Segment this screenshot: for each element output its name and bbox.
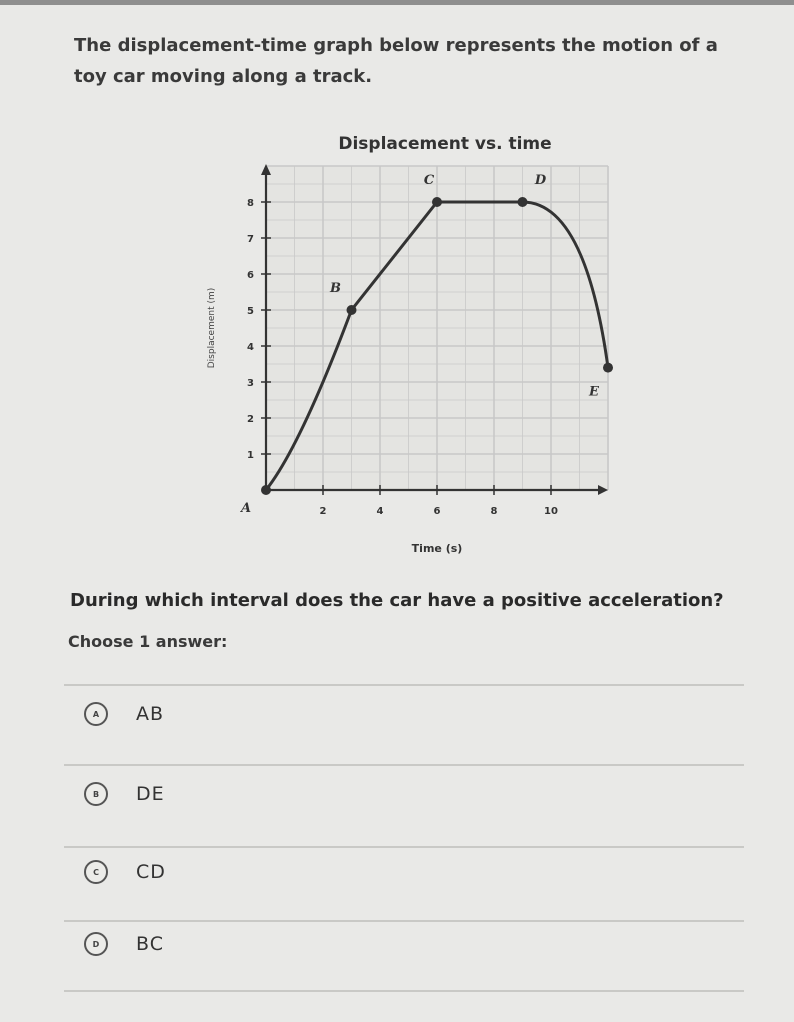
- top-border: [0, 0, 794, 5]
- x-tick-label: 10: [544, 506, 558, 517]
- x-tick-label: 4: [376, 506, 384, 517]
- choice-b-label: DE: [136, 783, 165, 805]
- y-tick-label: 2: [247, 414, 254, 425]
- question-intro: The displacement-time graph below represents the motion of a toy car moving along a track.: [74, 35, 718, 87]
- choice-d[interactable]: [84, 924, 684, 964]
- choice-b[interactable]: [84, 774, 684, 814]
- point-label-c: C: [423, 173, 435, 188]
- y-tick-label: 7: [247, 234, 254, 245]
- point-label-a: A: [240, 501, 252, 516]
- point-a: [261, 485, 271, 495]
- choice-d-label: BC: [136, 933, 164, 955]
- choice-a-label: AB: [136, 703, 165, 725]
- separator: [64, 990, 744, 992]
- y-tick-label: 4: [247, 342, 254, 353]
- y-tick-label: 6: [247, 270, 254, 281]
- separator: [64, 764, 744, 766]
- radio-b[interactable]: B: [84, 782, 108, 806]
- radio-c[interactable]: C: [84, 860, 108, 884]
- point-label-e: E: [589, 384, 599, 400]
- point-label-d: D: [534, 173, 547, 188]
- point-label-b: B: [330, 281, 341, 296]
- displacement-time-chart: [200, 160, 620, 570]
- x-tick-label: 8: [490, 506, 498, 517]
- x-tick-label: 2: [319, 506, 327, 517]
- point-e: [603, 363, 613, 373]
- chart-title: Displacement vs. time: [338, 134, 552, 154]
- choice-c-label: CD: [136, 861, 166, 883]
- x-tick-label: 6: [433, 506, 441, 517]
- radio-d[interactable]: D: [84, 932, 108, 956]
- radio-a[interactable]: A: [84, 702, 108, 726]
- choose-instruction: Choose 1 answer:: [68, 632, 228, 651]
- separator: [64, 684, 744, 686]
- y-tick-label: 3: [247, 378, 254, 389]
- x-axis-label: Time (s): [411, 542, 463, 555]
- y-axis-label: Displacement (m): [207, 287, 217, 369]
- y-tick-label: 1: [247, 450, 254, 461]
- y-tick-label: 8: [247, 198, 254, 209]
- separator: [64, 846, 744, 848]
- choice-c[interactable]: [84, 852, 684, 892]
- choice-a[interactable]: [84, 694, 684, 734]
- question-prompt: During which interval does the car have a positive acceleration?: [70, 590, 724, 611]
- chart-grid: [266, 166, 608, 490]
- point-d: [518, 197, 528, 207]
- point-c: [432, 197, 442, 207]
- point-b: [347, 305, 357, 315]
- y-tick-label: 5: [247, 306, 254, 317]
- separator: [64, 920, 744, 922]
